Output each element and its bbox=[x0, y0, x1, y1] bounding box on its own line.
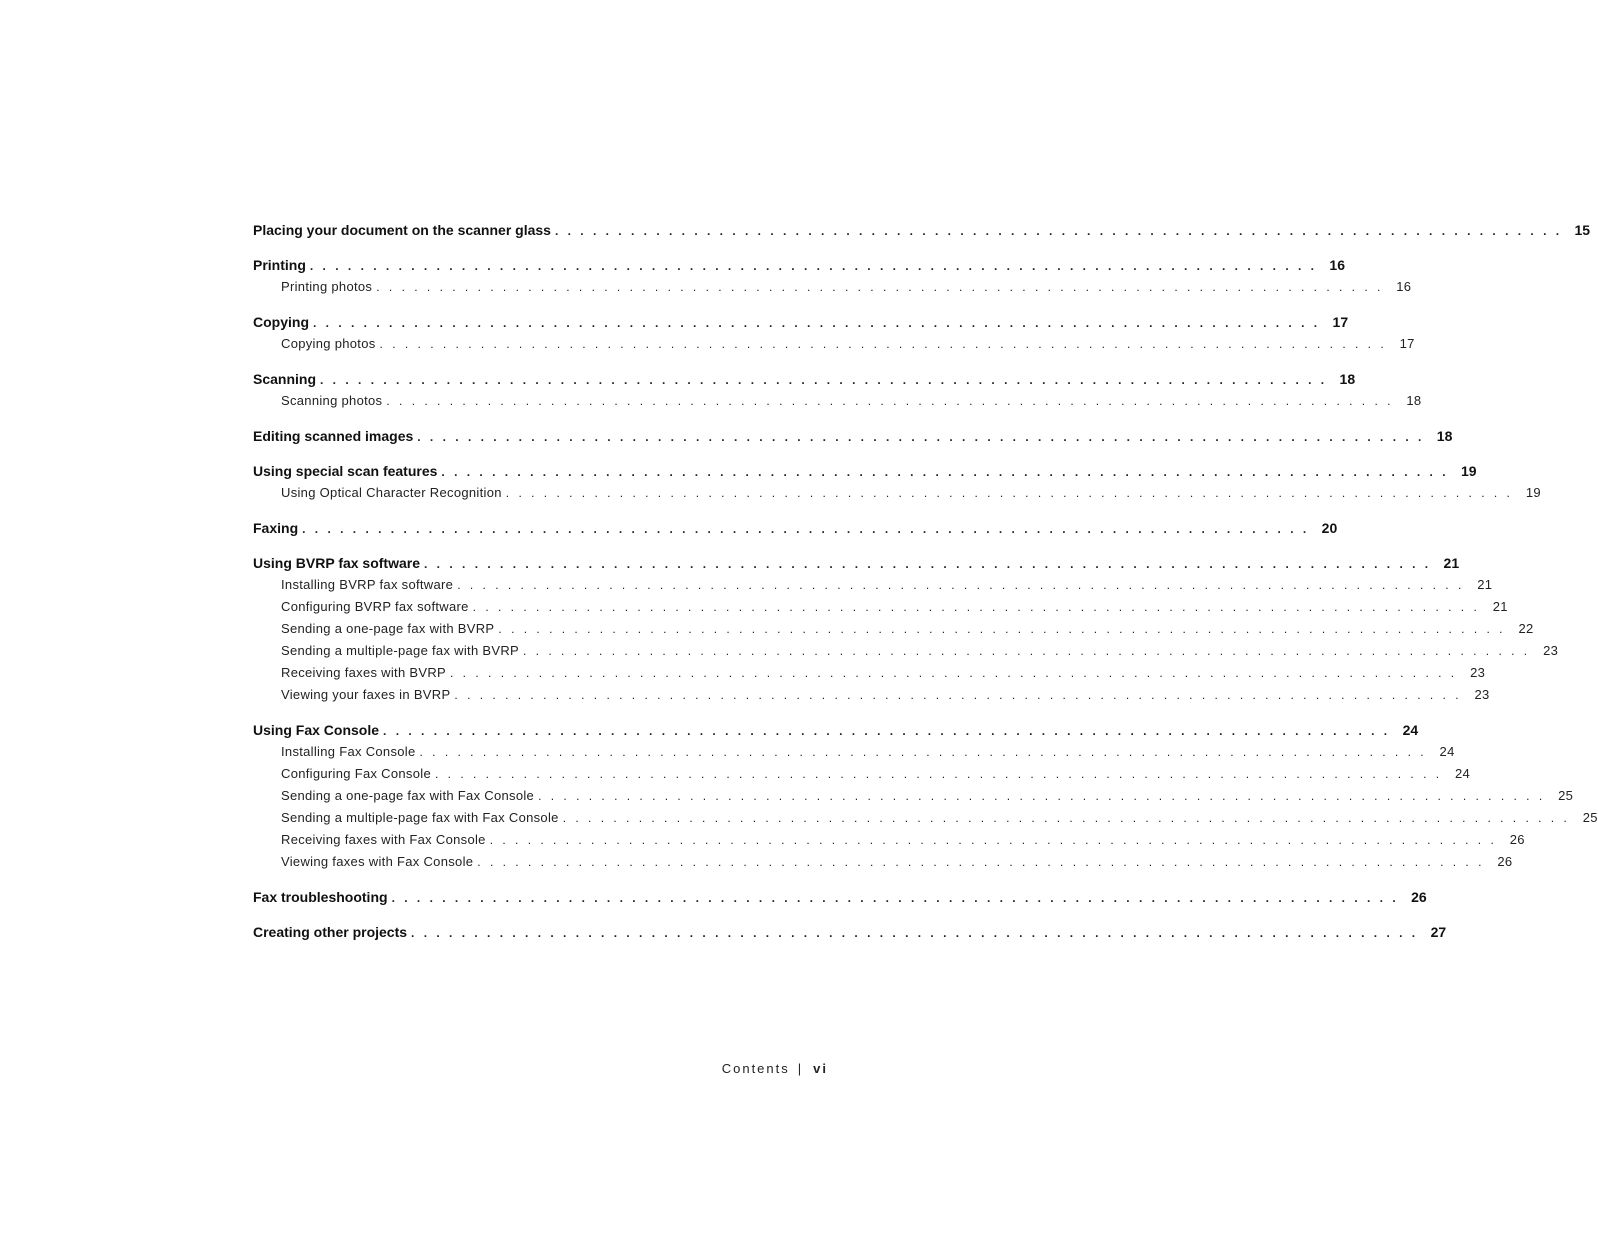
toc-entry-chapter[interactable] bbox=[253, 368, 1356, 390]
dot-leader: . . . . . . . . . . . . . . . . . . . . . . . . . . . . . . . . . . . . . . . . . . . . . . . . . . . . . . . . . . . . . . . . . . . . . . . . . . . . . . . . bbox=[391, 891, 1399, 905]
dot-leader: . . . . . . . . . . . . . . . . . . . . . . . . . . . . . . . . . . . . . . . . . . . . . . . . . . . . . . . . . . . . . . . . . . . . . . . . . . . . . . . . bbox=[454, 688, 1462, 702]
toc-entry-title: Sending a one-page fax with BVRP bbox=[281, 621, 495, 636]
toc-entry-title: Using Fax Console bbox=[253, 722, 380, 738]
toc-entry-page-number: 19 bbox=[1525, 485, 1541, 500]
dot-leader: . . . . . . . . . . . . . . . . . . . . . . . . . . . . . . . . . . . . . . . . . . . . . . . . . . . . . . . . . . . . . . . . . . . . . . . . . . . . . . . . bbox=[309, 259, 1317, 273]
toc-entry-chapter[interactable] bbox=[253, 425, 1453, 447]
footer-page-number: vi bbox=[813, 1061, 828, 1076]
toc-entry-title: Viewing your faxes in BVRP bbox=[281, 687, 451, 702]
toc-entry-title: Scanning photos bbox=[281, 393, 383, 408]
toc-entry-page-number: 17 bbox=[1399, 336, 1415, 351]
toc-entry-page-number: 22 bbox=[1518, 621, 1534, 636]
toc-entry-page-number: 25 bbox=[1582, 810, 1598, 825]
toc-entry-page-number: 24 bbox=[1402, 722, 1419, 738]
dot-leader: . . . . . . . . . . . . . . . . . . . . . . . . . . . . . . . . . . . . . . . . . . . . . . . . . . . . . . . . . . . . . . . . . . . . . . . . . . . . . . . . bbox=[302, 522, 1310, 536]
toc-entry-page-number: 20 bbox=[1321, 520, 1338, 536]
toc-entry-title: Configuring Fax Console bbox=[281, 766, 431, 781]
toc-entry-page-number: 26 bbox=[1497, 854, 1513, 869]
dot-leader: . . . . . . . . . . . . . . . . . . . . . . . . . . . . . . . . . . . . . . . . . . . . . . . . . . . . . . . . . . . . . . . . . . . . . . . . . . . . . . . . bbox=[472, 600, 1480, 614]
dot-leader: . . . . . . . . . . . . . . . . . . . . . . . . . . . . . . . . . . . . . . . . . . . . . . . . . . . . . . . . . . . . . . . . . . . . . . . . . . . . . . . . bbox=[417, 430, 1425, 444]
toc-entry-page-number: 25 bbox=[1558, 788, 1574, 803]
dot-leader: . . . . . . . . . . . . . . . . . . . . . . . . . . . . . . . . . . . . . . . . . . . . . . . . . . . . . . . . . . . . . . . . . . . . . . . . . . . . . . . . bbox=[320, 373, 1328, 387]
dot-leader: . . . . . . . . . . . . . . . . . . . . . . . . . . . . . . . . . . . . . . . . . . . . . . . . . . . . . . . . . . . . . . . . . . . . . . . . . . . . . . . . bbox=[498, 622, 1506, 636]
toc-entry-page-number: 21 bbox=[1477, 577, 1493, 592]
toc-entry-chapter[interactable] bbox=[253, 460, 1477, 482]
dot-leader: . . . . . . . . . . . . . . . . . . . . . . . . . . . . . . . . . . . . . . . . . . . . . . . . . . . . . . . . . . . . . . . . . . . . . . . . . . . . . . . . bbox=[419, 745, 1427, 759]
dot-leader: . . . . . . . . . . . . . . . . . . . . . . . . . . . . . . . . . . . . . . . . . . . . . . . . . . . . . . . . . . . . . . . . . . . . . . . . . . . . . . . . bbox=[379, 337, 1387, 351]
toc-entry-title: Printing photos bbox=[281, 279, 373, 294]
toc-entry-page-number: 19 bbox=[1460, 463, 1477, 479]
toc-entry-page-number: 16 bbox=[1329, 257, 1345, 273]
toc-entry-page-number: 18 bbox=[1339, 371, 1356, 387]
toc-entry-title: Using BVRP fax software bbox=[253, 555, 421, 571]
dot-leader: . . . . . . . . . . . . . . . . . . . . . . . . . . . . . . . . . . . . . . . . . . . . . . . . . . . . . . . . . . . . . . . . . . . . . . . . . . . . . . . . bbox=[457, 578, 1465, 592]
toc-entry-section[interactable] bbox=[253, 785, 1574, 807]
toc-entry-title: Installing Fax Console bbox=[281, 744, 416, 759]
toc-entry-title: Copying photos bbox=[281, 336, 376, 351]
dot-leader: . . . . . . . . . . . . . . . . . . . . . . . . . . . . . . . . . . . . . . . . . . . . . . . . . . . . . . . . . . . . . . . . . . . . . . . . . . . . . . . . bbox=[424, 557, 1432, 571]
toc-entry-section[interactable] bbox=[253, 574, 1493, 596]
toc-entry-page-number: 27 bbox=[1430, 924, 1447, 940]
toc-entry-page-number: 18 bbox=[1436, 428, 1453, 444]
toc-entry-title: Creating other projects bbox=[253, 924, 408, 940]
toc-entry-section[interactable] bbox=[253, 390, 1422, 412]
toc-entry-section[interactable] bbox=[253, 333, 1415, 355]
toc-entry-page-number: 16 bbox=[1396, 279, 1412, 294]
toc-entry-title: Faxing bbox=[253, 520, 299, 536]
toc-entry-page-number: 26 bbox=[1509, 832, 1525, 847]
toc-entry-section[interactable] bbox=[253, 741, 1455, 763]
toc-entry-title: Viewing faxes with Fax Console bbox=[281, 854, 474, 869]
toc-entry-chapter[interactable] bbox=[253, 311, 1349, 333]
toc-entry-chapter[interactable] bbox=[253, 921, 1447, 943]
dot-leader: . . . . . . . . . . . . . . . . . . . . . . . . . . . . . . . . . . . . . . . . . . . . . . . . . . . . . . . . . . . . . . . . . . . . . . . . . . . . . . . . bbox=[411, 926, 1419, 940]
toc-entry-title: Editing scanned images bbox=[253, 428, 414, 444]
toc-entry-chapter[interactable] bbox=[253, 517, 1338, 539]
dot-leader: . . . . . . . . . . . . . . . . . . . . . . . . . . . . . . . . . . . . . . . . . . . . . . . . . . . . . . . . . . . . . . . . . . . . . . . . . . . . . . . . bbox=[434, 767, 1443, 781]
dot-leader: . . . . . . . . . . . . . . . . . . . . . . . . . . . . . . . . . . . . . . . . . . . . . . . . . . . . . . . . . . . . . . . . . . . . . . . . . . . . . . . . bbox=[554, 224, 1563, 238]
toc-entry-page-number: 21 bbox=[1443, 555, 1460, 571]
toc-entry-chapter[interactable] bbox=[253, 254, 1345, 276]
toc-entry-page-number: 23 bbox=[1474, 687, 1490, 702]
toc-entry-title: Sending a multiple-page fax with Fax Console bbox=[281, 810, 559, 825]
dot-leader: . . . . . . . . . . . . . . . . . . . . . . . . . . . . . . . . . . . . . . . . . . . . . . . . . . . . . . . . . . . . . . . . . . . . . . . . . . . . . . . . bbox=[489, 833, 1497, 847]
dot-leader: . . . . . . . . . . . . . . . . . . . . . . . . . . . . . . . . . . . . . . . . . . . . . . . . . . . . . . . . . . . . . . . . . . . . . . . . . . . . . . . . bbox=[538, 789, 1546, 803]
dot-leader: . . . . . . . . . . . . . . . . . . . . . . . . . . . . . . . . . . . . . . . . . . . . . . . . . . . . . . . . . . . . . . . . . . . . . . . . . . . . . . . . bbox=[477, 855, 1485, 869]
toc-entry-page-number: 15 bbox=[1574, 222, 1591, 238]
dot-leader: . . . . . . . . . . . . . . . . . . . . . . . . . . . . . . . . . . . . . . . . . . . . . . . . . . . . . . . . . . . . . . . . . . . . . . . . . . . . . . . . bbox=[386, 394, 1394, 408]
dot-leader: . . . . . . . . . . . . . . . . . . . . . . . . . . . . . . . . . . . . . . . . . . . . . . . . . . . . . . . . . . . . . . . . . . . . . . . . . . . . . . . . bbox=[505, 486, 1513, 500]
table-of-contents bbox=[253, 219, 1598, 943]
toc-entry-section[interactable] bbox=[253, 662, 1486, 684]
toc-entry-section[interactable] bbox=[253, 851, 1513, 873]
toc-entry-title: Placing your document on the scanner glass bbox=[253, 222, 551, 238]
toc-entry-page-number: 17 bbox=[1332, 314, 1349, 330]
toc-entry-title: Receiving faxes with BVRP bbox=[281, 665, 447, 680]
toc-entry-section[interactable] bbox=[253, 807, 1598, 829]
toc-entry-section[interactable] bbox=[253, 640, 1559, 662]
toc-entry-page-number: 23 bbox=[1470, 665, 1486, 680]
dot-leader: . . . . . . . . . . . . . . . . . . . . . . . . . . . . . . . . . . . . . . . . . . . . . . . . . . . . . . . . . . . . . . . . . . . . . . . . . . . . . . . . bbox=[450, 666, 1458, 680]
toc-entry-section[interactable] bbox=[253, 596, 1508, 618]
toc-entry-page-number: 26 bbox=[1411, 889, 1427, 905]
toc-entry-chapter[interactable] bbox=[253, 719, 1419, 741]
dot-leader: . . . . . . . . . . . . . . . . . . . . . . . . . . . . . . . . . . . . . . . . . . . . . . . . . . . . . . . . . . . . . . . . . . . . . . . . . . . . . . . . bbox=[376, 280, 1384, 294]
toc-entry-page-number: 18 bbox=[1406, 393, 1422, 408]
toc-entry-title: Fax troubleshooting bbox=[253, 889, 388, 905]
dot-leader: . . . . . . . . . . . . . . . . . . . . . . . . . . . . . . . . . . . . . . . . . . . . . . . . . . . . . . . . . . . . . . . . . . . . . . . . . . . . . . . . bbox=[383, 724, 1391, 738]
toc-entry-page-number: 24 bbox=[1455, 766, 1471, 781]
toc-entry-chapter[interactable] bbox=[253, 886, 1427, 908]
toc-entry-section[interactable] bbox=[253, 763, 1471, 785]
dot-leader: . . . . . . . . . . . . . . . . . . . . . . . . . . . . . . . . . . . . . . . . . . . . . . . . . . . . . . . . . . . . . . . . . . . . . . . . . . . . . . . . bbox=[562, 811, 1570, 825]
dot-leader: . . . . . . . . . . . . . . . . . . . . . . . . . . . . . . . . . . . . . . . . . . . . . . . . . . . . . . . . . . . . . . . . . . . . . . . . . . . . . . . . bbox=[313, 316, 1321, 330]
toc-entry-title: Copying bbox=[253, 314, 309, 330]
toc-entry-title: Configuring BVRP fax software bbox=[281, 599, 469, 614]
footer-separator: | bbox=[797, 1061, 804, 1076]
toc-entry-title: Receiving faxes with Fax Console bbox=[281, 832, 486, 847]
toc-entry-section[interactable] bbox=[253, 276, 1412, 298]
dot-leader: . . . . . . . . . . . . . . . . . . . . . . . . . . . . . . . . . . . . . . . . . . . . . . . . . . . . . . . . . . . . . . . . . . . . . . . . . . . . . . . . bbox=[441, 465, 1449, 479]
toc-entry-section[interactable] bbox=[253, 618, 1534, 640]
toc-entry-section[interactable] bbox=[253, 684, 1490, 706]
toc-entry-page-number: 23 bbox=[1543, 643, 1559, 658]
footer-section-label: Contents bbox=[721, 1061, 790, 1076]
toc-entry-title: Scanning bbox=[253, 371, 317, 387]
toc-entry-page-number: 21 bbox=[1492, 599, 1508, 614]
toc-entry-title: Sending a multiple-page fax with BVRP bbox=[281, 643, 520, 658]
toc-entry-chapter[interactable] bbox=[253, 219, 1591, 241]
toc-entry-page-number: 24 bbox=[1439, 744, 1455, 759]
toc-entry-title: Sending a one-page fax with Fax Console bbox=[281, 788, 535, 803]
page-footer bbox=[722, 1061, 828, 1076]
toc-entry-title: Printing bbox=[253, 257, 306, 273]
toc-entry-chapter[interactable] bbox=[253, 552, 1460, 574]
toc-entry-title: Using Optical Character Recognition bbox=[281, 485, 502, 500]
toc-entry-title: Installing BVRP fax software bbox=[281, 577, 454, 592]
toc-entry-title: Using special scan features bbox=[253, 463, 438, 479]
toc-entry-section[interactable] bbox=[253, 829, 1525, 851]
dot-leader: . . . . . . . . . . . . . . . . . . . . . . . . . . . . . . . . . . . . . . . . . . . . . . . . . . . . . . . . . . . . . . . . . . . . . . . . . . . . . . . . bbox=[523, 644, 1531, 658]
toc-entry-section[interactable] bbox=[253, 482, 1541, 504]
